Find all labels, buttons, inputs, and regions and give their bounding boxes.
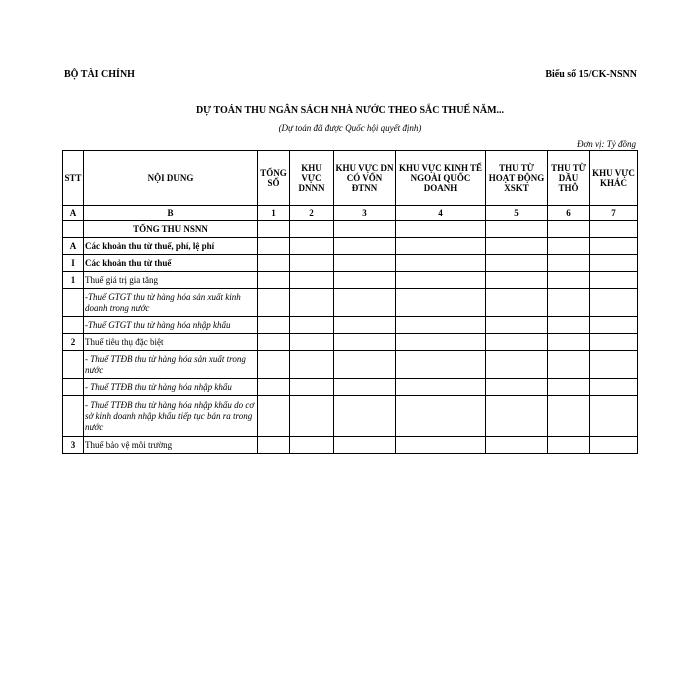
table-row	[63, 221, 638, 238]
row-content: TỔNG THU NSNN	[84, 221, 258, 238]
table-row	[63, 255, 638, 272]
row-stt: 1	[63, 272, 84, 289]
index-cell: 5	[486, 206, 548, 221]
row-stt	[63, 351, 84, 379]
col-header-content: NỘI DUNG	[84, 151, 258, 206]
table-header-row	[63, 151, 638, 206]
row-content: Thuế bảo vệ môi trường	[84, 437, 258, 454]
table-row	[63, 289, 638, 317]
row-content: Các khoản thu từ thuế, phí, lệ phí	[84, 238, 258, 255]
table-row	[63, 437, 638, 454]
row-content: - Thuế TTĐB thu từ hàng hóa sản xuất trong nước	[84, 351, 258, 379]
table-row	[63, 379, 638, 396]
document-title: DỰ TOÁN THU NGÂN SÁCH NHÀ NƯỚC THEO SẮC THUẾ NĂM...	[195, 105, 505, 116]
col-header-dnnn: KHU VỰC DNNN	[290, 151, 334, 206]
col-header-crude-oil: THU TỪ DẦU THÔ	[548, 151, 590, 206]
form-code: Biểu số 15/CK-NSNN	[545, 69, 637, 80]
row-content: Thuế giá trị gia tăng	[84, 272, 258, 289]
index-cell: 4	[396, 206, 486, 221]
ministry-name: BỘ TÀI CHÍNH	[64, 69, 135, 80]
col-header-total: TỔNG SỐ	[258, 151, 290, 206]
col-header-lottery: THU TỪ HOẠT ĐỘNG XSKT	[486, 151, 548, 206]
document-subtitle: (Dự toán đã được Quốc hội quyết định)	[278, 123, 422, 133]
unit-label: Đơn vị: Tỷ đồng	[576, 139, 636, 149]
row-stt	[63, 221, 84, 238]
row-stt: I	[63, 255, 84, 272]
row-stt: 3	[63, 437, 84, 454]
col-header-other: KHU VỰC KHÁC	[590, 151, 638, 206]
budget-table	[62, 150, 638, 454]
col-header-private: KHU VỰC KINH TẾ NGOÀI QUỐC DOANH	[396, 151, 486, 206]
index-cell: A	[63, 206, 84, 221]
col-header-fdi: KHU VỰC DN CÓ VỐN ĐTNN	[334, 151, 396, 206]
row-stt	[63, 396, 84, 437]
index-cell: B	[84, 206, 258, 221]
index-cell: 7	[590, 206, 638, 221]
row-stt: 2	[63, 334, 84, 351]
row-content: -Thuế GTGT thu từ hàng hóa nhập khẩu	[84, 317, 258, 334]
index-cell: 6	[548, 206, 590, 221]
row-content: Thuế tiêu thụ đặc biệt	[84, 334, 258, 351]
table-row	[63, 238, 638, 255]
table-row	[63, 317, 638, 334]
row-stt: A	[63, 238, 84, 255]
index-cell: 3	[334, 206, 396, 221]
table-row	[63, 272, 638, 289]
row-content: - Thuế TTĐB thu từ hàng hóa nhập khẩu do cơ sở kinh doanh nhập khẩu tiếp tục bán ra trong nước	[84, 396, 258, 437]
index-cell: 1	[258, 206, 290, 221]
row-content: - Thuế TTĐB thu từ hàng hóa nhập khẩu	[84, 379, 258, 396]
table-row	[63, 334, 638, 351]
table-index-row	[63, 206, 638, 221]
index-cell: 2	[290, 206, 334, 221]
row-content: Các khoản thu từ thuế	[84, 255, 258, 272]
row-stt	[63, 317, 84, 334]
col-header-stt: STT	[63, 151, 84, 206]
table-row	[63, 351, 638, 379]
table-row	[63, 396, 638, 437]
row-stt	[63, 289, 84, 317]
row-content: -Thuế GTGT thu từ hàng hóa sản xuất kinh doanh trong nước	[84, 289, 258, 317]
row-stt	[63, 379, 84, 396]
